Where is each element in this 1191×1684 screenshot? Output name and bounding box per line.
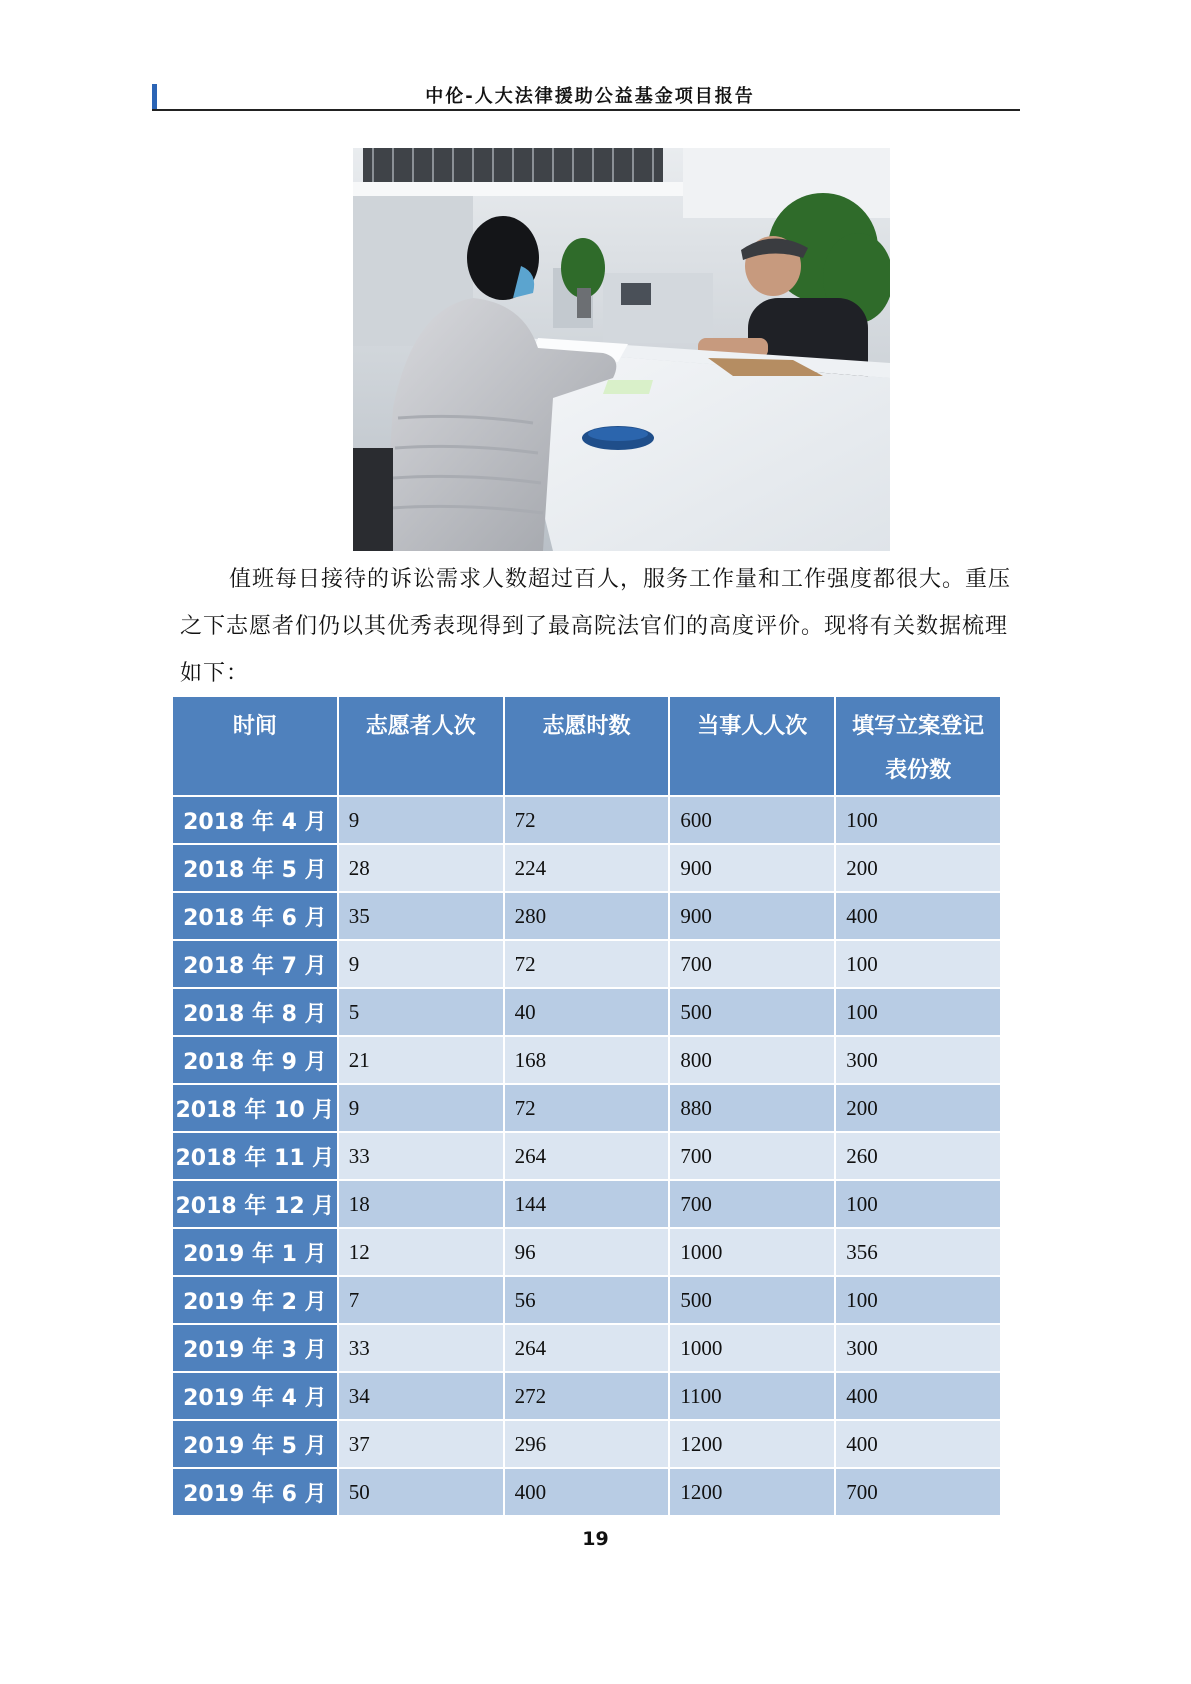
table-row [173, 1085, 1000, 1131]
header-accent-bar [152, 84, 157, 110]
cell-month: 2018 年 4 月 [173, 797, 337, 843]
cell-volunteer-hours: 280 [505, 893, 669, 939]
cell-volunteer-count: 37 [339, 1421, 503, 1467]
cell-volunteer-hours: 72 [505, 1085, 669, 1131]
cell-volunteer-hours: 40 [505, 989, 669, 1035]
photo-volunteer-consultation [353, 148, 890, 551]
cell-volunteer-hours: 96 [505, 1229, 669, 1275]
cell-volunteer-count: 21 [339, 1037, 503, 1083]
cell-month: 2019 年 1 月 [173, 1229, 337, 1275]
cell-registration-forms: 700 [836, 1469, 1000, 1515]
volunteer-statistics-table [171, 695, 1002, 1517]
cell-party-count: 500 [670, 989, 834, 1035]
cell-party-count: 700 [670, 941, 834, 987]
table-row [173, 1421, 1000, 1467]
cell-party-count: 800 [670, 1037, 834, 1083]
table-row [173, 893, 1000, 939]
cell-volunteer-hours: 72 [505, 797, 669, 843]
cell-registration-forms: 300 [836, 1325, 1000, 1371]
cell-month: 2019 年 5 月 [173, 1421, 337, 1467]
cell-volunteer-hours: 144 [505, 1181, 669, 1227]
cell-volunteer-count: 7 [339, 1277, 503, 1323]
table-row [173, 1373, 1000, 1419]
cell-volunteer-count: 12 [339, 1229, 503, 1275]
header-party-count: 当事人人次 [670, 697, 834, 795]
table-row [173, 1325, 1000, 1371]
cell-registration-forms: 100 [836, 1277, 1000, 1323]
cell-volunteer-hours: 272 [505, 1373, 669, 1419]
cell-volunteer-count: 9 [339, 1085, 503, 1131]
running-header-title: 中伦-人大法律援助公益基金项目报告 [425, 86, 755, 107]
cell-registration-forms: 300 [836, 1037, 1000, 1083]
cell-party-count: 1200 [670, 1421, 834, 1467]
cell-volunteer-count: 9 [339, 941, 503, 987]
table-row [173, 1229, 1000, 1275]
cell-volunteer-count: 28 [339, 845, 503, 891]
cell-party-count: 600 [670, 797, 834, 843]
cell-registration-forms: 400 [836, 1373, 1000, 1419]
cell-volunteer-count: 50 [339, 1469, 503, 1515]
cell-month: 2019 年 3 月 [173, 1325, 337, 1371]
cell-month: 2019 年 2 月 [173, 1277, 337, 1323]
cell-party-count: 1200 [670, 1469, 834, 1515]
cell-volunteer-hours: 72 [505, 941, 669, 987]
header-volunteer-count: 志愿者人次 [339, 697, 503, 795]
cell-volunteer-hours: 264 [505, 1325, 669, 1371]
table-row [173, 1133, 1000, 1179]
cell-party-count: 700 [670, 1181, 834, 1227]
cell-month: 2018 年 10 月 [173, 1085, 337, 1131]
cell-volunteer-hours: 56 [505, 1277, 669, 1323]
body-paragraph: 值班每日接待的诉讼需求人数超过百人，服务工作量和工作强度都很大。重压之下志愿者们仍以其优秀表现得到了最高院法官们的高度评价。现将有关数据梳理如下： [180, 567, 1012, 686]
table-row [173, 1037, 1000, 1083]
cell-month: 2019 年 6 月 [173, 1469, 337, 1515]
cell-registration-forms: 200 [836, 845, 1000, 891]
header-registration-forms: 填写立案登记表份数 [836, 697, 1000, 795]
cell-party-count: 1000 [670, 1325, 834, 1371]
cell-month: 2019 年 4 月 [173, 1373, 337, 1419]
cell-registration-forms: 400 [836, 893, 1000, 939]
cell-registration-forms: 200 [836, 1085, 1000, 1131]
cell-volunteer-count: 34 [339, 1373, 503, 1419]
cell-registration-forms: 356 [836, 1229, 1000, 1275]
table-row [173, 989, 1000, 1035]
cell-volunteer-hours: 264 [505, 1133, 669, 1179]
cell-party-count: 900 [670, 845, 834, 891]
header-time: 时间 [173, 697, 337, 795]
cell-registration-forms: 260 [836, 1133, 1000, 1179]
cell-volunteer-count: 9 [339, 797, 503, 843]
cell-volunteer-count: 33 [339, 1325, 503, 1371]
cell-party-count: 500 [670, 1277, 834, 1323]
cell-volunteer-hours: 224 [505, 845, 669, 891]
cell-registration-forms: 100 [836, 941, 1000, 987]
table-row [173, 1469, 1000, 1515]
table-row [173, 1181, 1000, 1227]
page-number: 19 [582, 1528, 609, 1550]
cell-party-count: 1100 [670, 1373, 834, 1419]
cell-volunteer-hours: 400 [505, 1469, 669, 1515]
cell-month: 2018 年 11 月 [173, 1133, 337, 1179]
cell-month: 2018 年 8 月 [173, 989, 337, 1035]
cell-volunteer-count: 5 [339, 989, 503, 1035]
cell-party-count: 1000 [670, 1229, 834, 1275]
cell-party-count: 700 [670, 1133, 834, 1179]
table-header-row [173, 697, 1000, 795]
cell-month: 2018 年 6 月 [173, 893, 337, 939]
cell-registration-forms: 400 [836, 1421, 1000, 1467]
cell-month: 2018 年 9 月 [173, 1037, 337, 1083]
cell-party-count: 880 [670, 1085, 834, 1131]
cell-volunteer-count: 33 [339, 1133, 503, 1179]
cell-month: 2018 年 12 月 [173, 1181, 337, 1227]
table-row [173, 941, 1000, 987]
cell-volunteer-hours: 296 [505, 1421, 669, 1467]
table-row [173, 845, 1000, 891]
cell-volunteer-count: 18 [339, 1181, 503, 1227]
cell-volunteer-hours: 168 [505, 1037, 669, 1083]
cell-registration-forms: 100 [836, 989, 1000, 1035]
table-row [173, 1277, 1000, 1323]
cell-registration-forms: 100 [836, 797, 1000, 843]
cell-month: 2018 年 5 月 [173, 845, 337, 891]
cell-month: 2018 年 7 月 [173, 941, 337, 987]
header-volunteer-hours: 志愿时数 [505, 697, 669, 795]
cell-party-count: 900 [670, 893, 834, 939]
cell-volunteer-count: 35 [339, 893, 503, 939]
header-rule [152, 109, 1020, 111]
table-row [173, 797, 1000, 843]
cell-registration-forms: 100 [836, 1181, 1000, 1227]
